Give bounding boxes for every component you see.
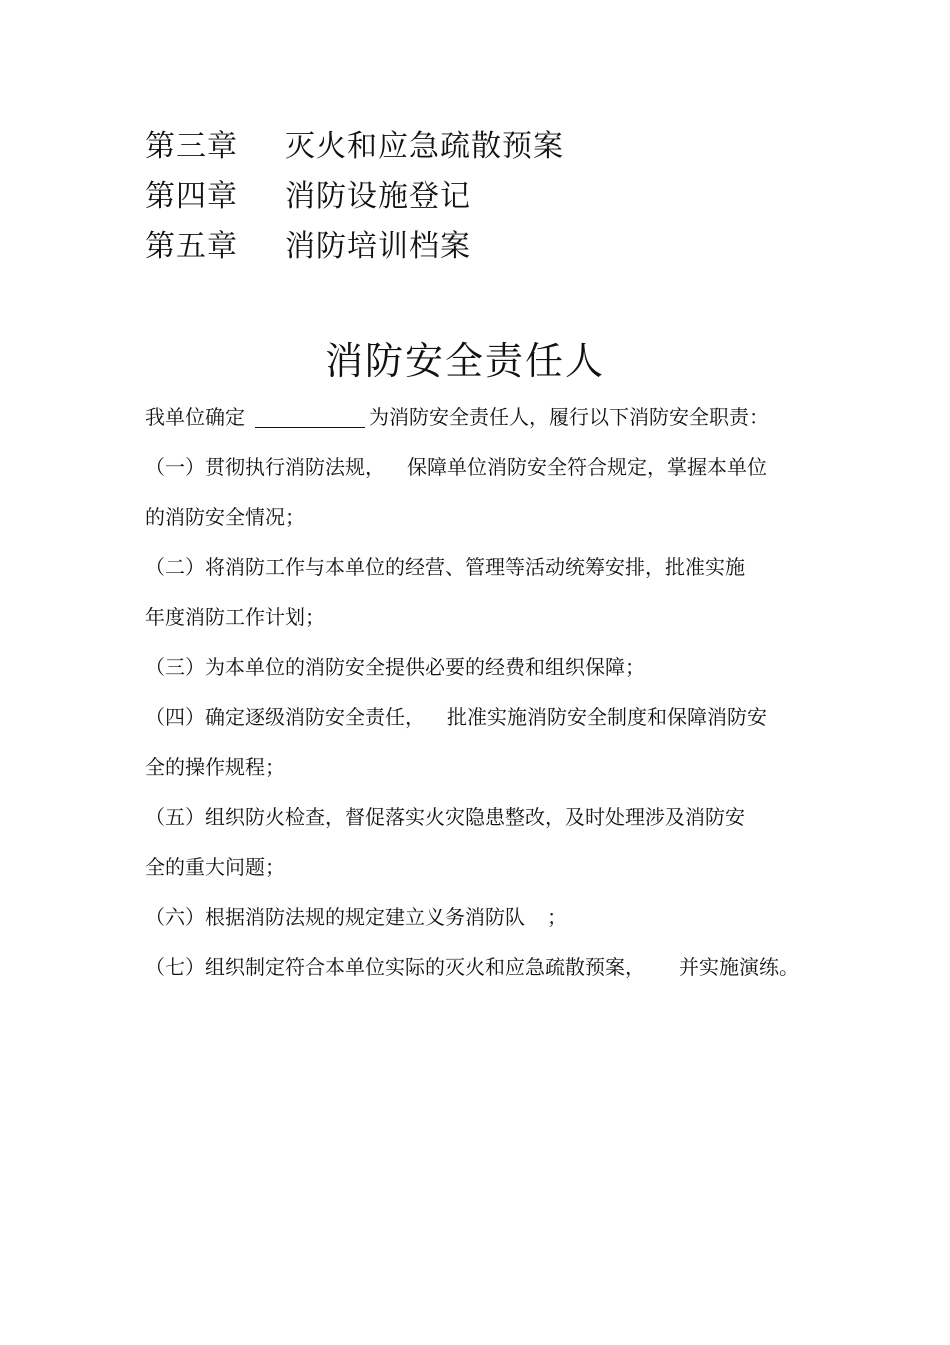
- name-blank-line: [255, 407, 365, 428]
- duty-text: 并实施演练。: [679, 955, 799, 979]
- intro-text-before: 我单位确定: [145, 405, 245, 429]
- toc-chapter-number: 第三章: [145, 129, 238, 164]
- toc-chapter-number: 第四章: [145, 179, 238, 214]
- duty-text: （一）贯彻执行消防法规，: [145, 455, 385, 479]
- toc-entry: [145, 118, 564, 168]
- duty-text: （四）确定逐级消防安全责任，: [145, 705, 425, 729]
- duty-item-2-line-2: 年度消防工作计划；: [145, 605, 325, 629]
- duty-item-1-line-1: [145, 452, 767, 482]
- duty-text: （七）组织制定符合本单位实际的灭火和应急疏散预案，: [145, 955, 645, 979]
- table-of-contents: [145, 118, 564, 268]
- duty-text: 批准实施消防安全制度和保障消防安: [447, 705, 767, 729]
- duty-item-7-line-1: [145, 952, 799, 982]
- duty-text: ；: [547, 905, 567, 929]
- section-title: 消防安全责任人: [324, 339, 605, 383]
- toc-entry: [145, 218, 564, 268]
- duty-item-1-line-2: 的消防安全情况；: [145, 505, 305, 529]
- duty-item-6-line-1: [145, 902, 567, 932]
- duty-item-5-line-1: （五）组织防火检查，督促落实火灾隐患整改，及时处理涉及消防安: [145, 805, 745, 829]
- duty-text: 保障单位消防安全符合规定，掌握本单位: [407, 455, 767, 479]
- toc-entry: [145, 168, 564, 218]
- toc-chapter-title: 消防设施登记: [285, 179, 471, 214]
- duty-item-4-line-1: [145, 702, 767, 732]
- intro-text-after: 为消防安全责任人，履行以下消防安全职责：: [369, 405, 769, 429]
- duty-item-4-line-2: 全的操作规程；: [145, 755, 285, 779]
- toc-chapter-title: 灭火和应急疏散预案: [285, 129, 564, 164]
- toc-chapter-number: 第五章: [145, 229, 238, 264]
- duty-item-5-line-2: 全的重大问题；: [145, 855, 285, 879]
- duty-text: （六）根据消防法规的规定建立义务消防队: [145, 905, 525, 929]
- duty-item-2-line-1: （二）将消防工作与本单位的经营、管理等活动统筹安排，批准实施: [145, 555, 745, 579]
- duty-item-3-line-1: （三）为本单位的消防安全提供必要的经费和组织保障；: [145, 655, 645, 679]
- toc-chapter-title: 消防培训档案: [285, 229, 471, 264]
- intro-paragraph: [145, 402, 769, 432]
